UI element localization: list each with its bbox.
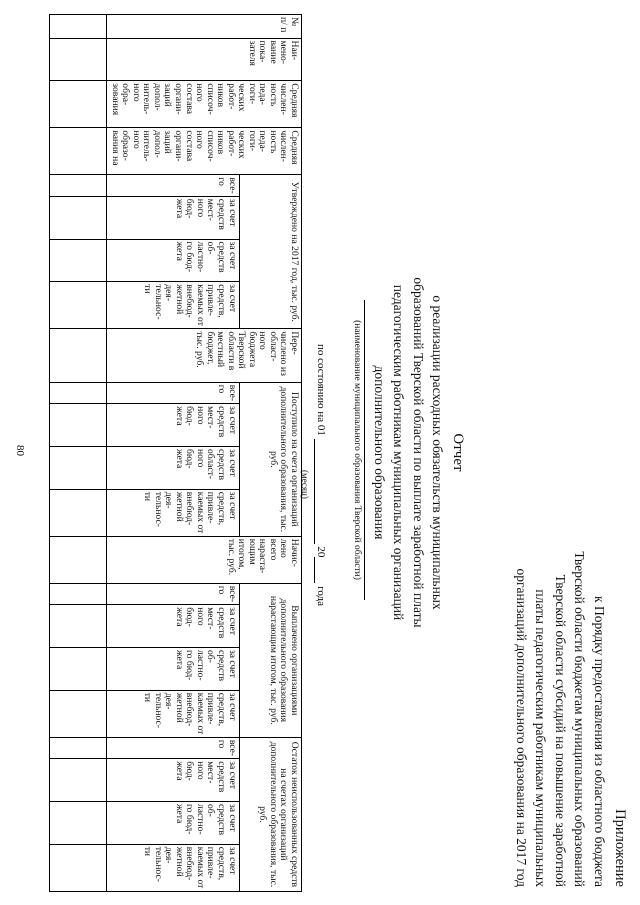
report-title-line: образований Тверской области по выплате заработной платы xyxy=(410,277,426,628)
table-row xyxy=(50,15,107,892)
table-cell xyxy=(50,38,107,81)
report-title-block xyxy=(370,160,468,745)
report-title-line: о реализации расходных обязательств муниципальных xyxy=(429,295,445,610)
table-cell xyxy=(50,239,107,282)
group-approved: Утверждено на 2017 год, тыс. руб. xyxy=(239,175,301,329)
group-received: Поступило на счета организаций дополнительного образования, тыс. руб. xyxy=(239,382,301,536)
sub-total: все- го xyxy=(107,382,239,403)
sub-local: за счет средств мест- ного бюд- жета xyxy=(107,404,239,447)
col-accrued: Начис- лено всего нараста- ющим итогом, тыс. руб. xyxy=(107,536,302,583)
sub-local: за счет средств мест- ного бюд- жета xyxy=(107,196,239,239)
sub-total: все- го xyxy=(107,583,239,604)
table-cell xyxy=(50,801,107,844)
report-table xyxy=(49,14,302,892)
table-cell xyxy=(50,583,107,604)
sub-regional: за счет средств об- ластно- го бюд- жета xyxy=(107,239,239,282)
group-balance: Остаток неиспользованных средств на счетах организаций дополнительного образования, тыс. руб. xyxy=(239,737,301,891)
appendix-line: организаций дополнительного образования на 2017 год xyxy=(513,568,529,887)
group-paid: Выплачено организациями дополнительного образования нарастающим итогом, тыс. руб. xyxy=(239,583,301,737)
col-number: № п/ п xyxy=(107,15,302,39)
appendix-line: Тверской области бюджетам муниципальных образований xyxy=(572,551,588,887)
sub-regional: за счет средств об- ластно- го бюд- жета xyxy=(107,647,239,690)
report-title-line: педагогическим работникам муниципальных организаций xyxy=(391,284,407,621)
table-header-row xyxy=(239,15,301,892)
appendix-title: Приложение xyxy=(612,809,628,887)
col-indicator-name: Наи- мено- вание пока- зателя xyxy=(107,38,302,81)
table-cell xyxy=(50,329,107,382)
table-cell xyxy=(50,81,107,128)
table-cell xyxy=(50,647,107,690)
col-avg-headcount: Средняя числен- ность педа- гоги- ческих работ- ников списоч- ного состава органи- заций допол- нитель- ного обра- зования xyxy=(107,81,302,128)
table-cell xyxy=(50,446,107,489)
table-cell xyxy=(50,15,107,39)
col-transferred: Пере- числено из област- ного бюджета Тверской области в местный бюджет, тыс. руб. xyxy=(107,329,302,382)
table-cell xyxy=(50,382,107,403)
report-date-line xyxy=(300,320,327,630)
sub-offbudget: за счет средств, привле- каемых от внебюд- жетной дея- тельнос- ти xyxy=(107,489,239,536)
table-cell xyxy=(50,282,107,329)
date-prefix: по состоянию на 01 xyxy=(315,343,327,436)
sub-offbudget: за счет средств, привле- каемых от внебюд- жетной дея- тельнос- ти xyxy=(107,844,239,891)
sub-total: все- го xyxy=(107,175,239,196)
appendix-line: Тверской области субсидий на повышение заработной xyxy=(552,574,568,887)
sub-regional: за счет средств об- ластно- го бюд- жета xyxy=(107,801,239,844)
table-cell xyxy=(50,536,107,583)
month-blank xyxy=(314,439,327,544)
appendix-line: платы педагогическим работникам муниципальных xyxy=(533,589,549,887)
sub-offbudget: за счет средств, привле- каемых от внебюд- жетной дея- тельнос- ти xyxy=(107,282,239,329)
table-cell xyxy=(50,196,107,239)
table-cell xyxy=(50,175,107,196)
sub-local: за счет средств мест- ного бюд- жета xyxy=(107,759,239,802)
date-suffix: года xyxy=(315,586,327,607)
table-cell xyxy=(50,759,107,802)
year-blank xyxy=(314,557,327,583)
table-cell xyxy=(50,489,107,536)
year-prefix: 20 xyxy=(315,546,327,558)
sub-offbudget: за счет средств, привле- каемых от внебюд- жетной дея- тельнос- ти xyxy=(107,690,239,737)
table-cell xyxy=(50,128,107,175)
municipality-name-field xyxy=(352,300,365,600)
sub-local: за счет средств мест- ного бюд- жета xyxy=(107,605,239,648)
sub-regional: за счет средств област- ного бюд- жета xyxy=(107,446,239,489)
table-cell xyxy=(50,404,107,447)
municipality-caption: (наименование муниципального образования Тверской области) xyxy=(352,320,362,580)
month-caption: (месяц) xyxy=(300,470,310,499)
appendix-header xyxy=(511,347,630,887)
table-cell xyxy=(50,737,107,758)
table-cell xyxy=(50,605,107,648)
col-avg-headcount-2: Средняя числен- ность педа- гоги- ческих работ- ников списоч- ного состава органи- заций допол- нитель- ного образо- вания на xyxy=(107,128,302,175)
report-title: Отчет xyxy=(450,433,466,472)
page-number: 80 xyxy=(14,445,26,456)
report-title-line: дополнительного образования xyxy=(372,365,388,540)
appendix-line: к Порядку предоставления из областного бюджета xyxy=(591,596,607,887)
table-cell xyxy=(50,844,107,891)
sub-total: все- го xyxy=(107,737,239,758)
table-cell xyxy=(50,690,107,737)
